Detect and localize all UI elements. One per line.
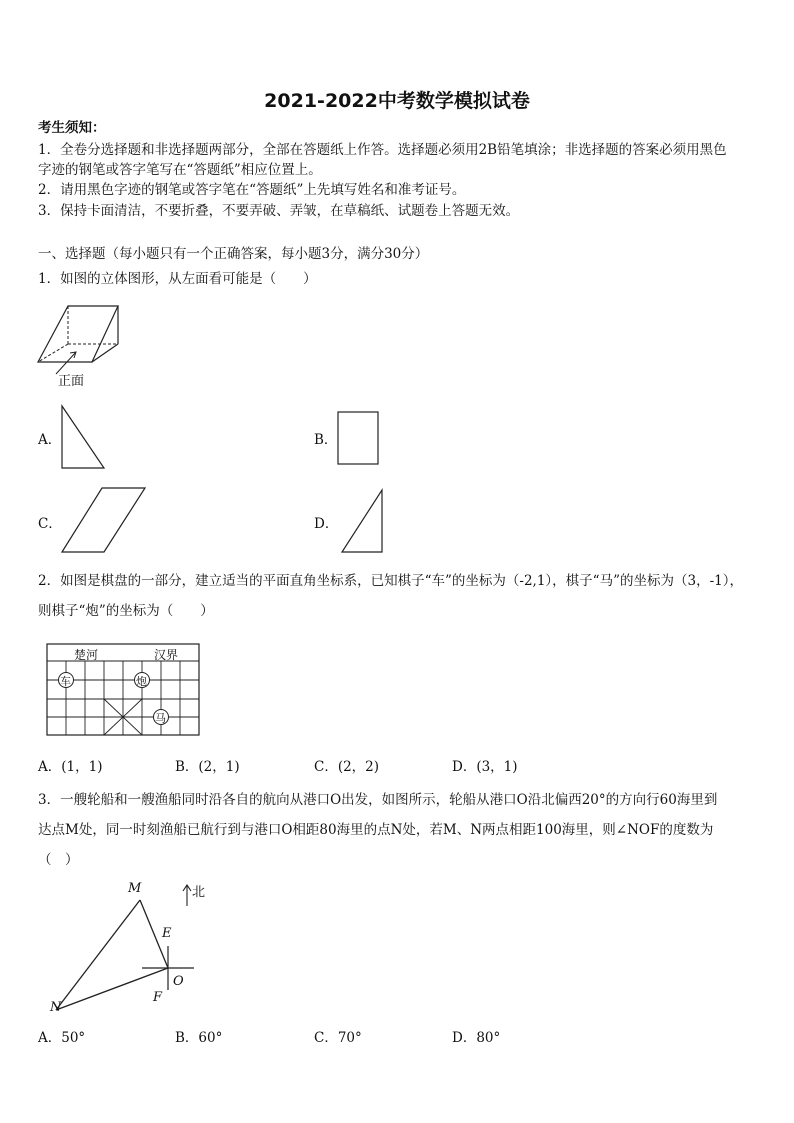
q2-piece-pao: 炮 — [136, 675, 147, 688]
q1-option-b: B． — [314, 432, 338, 448]
page-title: 2021-2022中考数学模拟试卷 — [264, 90, 530, 112]
section-heading: 一、选择题（每小题只有一个正确答案，每小题3分，满分30分） — [38, 246, 429, 262]
q2-option-d: D．(3，1) — [452, 759, 518, 775]
q1-option-c: C． — [38, 516, 62, 532]
q3-point-n: N — [50, 1000, 62, 1015]
q3-north-label: 北 — [192, 885, 206, 900]
q2-option-a: A．(1，1) — [38, 759, 103, 775]
q3-point-f: F — [153, 990, 163, 1005]
q2-stem-line1: 2．如图是棋盘的一部分，建立适当的平面直角坐标系，已知棋子“车”的坐标为（-2,1），棋子“马”的坐标为（3，-1）， — [38, 573, 743, 589]
q2-option-c: C．(2，2) — [314, 759, 380, 775]
q2-board-right-label: 汉界 — [154, 648, 179, 662]
notice-item-1-cont: 字迹的钢笔或答字笔写在“答题纸”相应位置上。 — [38, 162, 322, 178]
q3-point-o: O — [173, 974, 184, 989]
q3-stem-line3: （ ） — [38, 852, 79, 868]
q2-board-left-label: 楚河 — [74, 648, 99, 662]
q3-point-m: M — [128, 881, 142, 896]
notice-item-3: 3．保持卡面清洁，不要折叠，不要弄破、弄皱，在草稿纸、试题卷上答题无效。 — [38, 203, 520, 219]
q1-option-d: D． — [314, 516, 339, 532]
q2-piece-ma: 马 — [155, 712, 166, 725]
q1-front-label: 正面 — [58, 374, 85, 389]
q3-option-a: A．50° — [38, 1030, 86, 1046]
notice-item-1: 1．全卷分选择题和非选择题两部分，全部在答题纸上作答。选择题必须用2B铅笔填涂；非选择题的答案必须用黑色 — [38, 142, 727, 158]
q1-option-a: A． — [38, 432, 62, 448]
q2-option-b: B．(2，1) — [175, 759, 240, 775]
q3-option-d: D．80° — [452, 1030, 501, 1046]
q3-option-c: C．70° — [314, 1030, 362, 1046]
notice-heading: 考生须知： — [38, 120, 106, 136]
q3-stem-line1: 3．一艘轮船和一艘渔船同时沿各自的航向从港口O出发，如图所示，轮船从港口O沿北偏西20°的方向行60海里到 — [38, 792, 718, 808]
q2-piece-che: 车 — [60, 675, 71, 688]
q2-stem-line2: 则棋子“炮”的坐标为（ ） — [38, 603, 214, 619]
q1-stem: 1．如图的立体图形，从左面看可能是（ ） — [38, 271, 317, 287]
q3-stem-line2: 达点M处，同一时刻渔船已航行到与港口O相距80海里的点N处，若M、N两点相距100海里，则∠NOF的度数为 — [38, 822, 714, 838]
q3-option-b: B．60° — [175, 1030, 223, 1046]
q3-point-e: E — [162, 926, 172, 941]
notice-item-2: 2．请用黑色字迹的钢笔或答字笔在“答题纸”上先填写姓名和准考证号。 — [38, 182, 466, 198]
